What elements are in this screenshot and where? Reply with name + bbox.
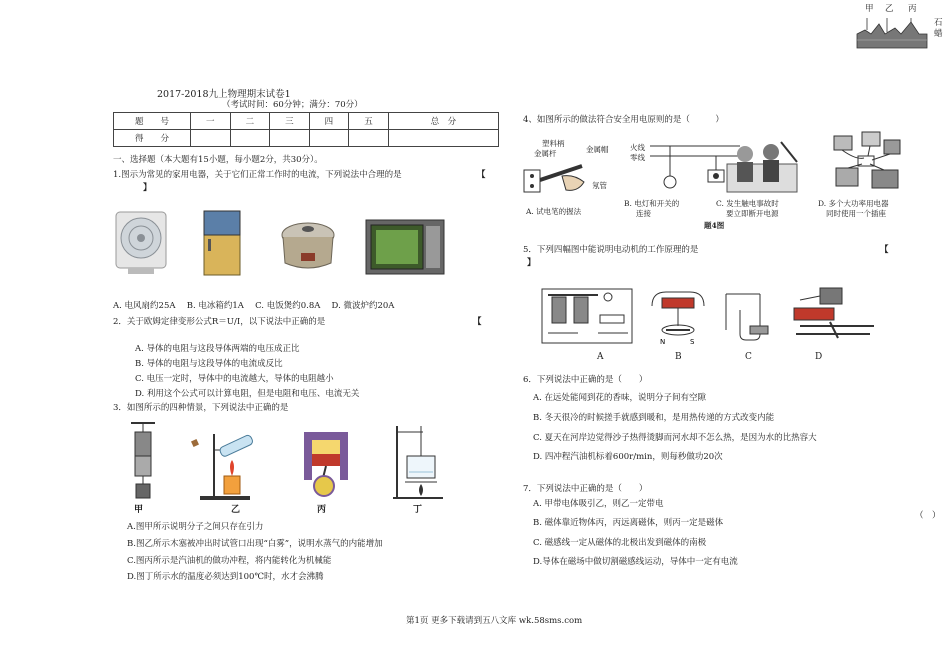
q1-options: A. 电风扇约25A B. 电冰箱约1A C. 电饭煲约0.8A D. 微波炉约20A xyxy=(113,301,395,311)
q4-label-live-wire: 火线 xyxy=(630,143,645,152)
score-cell: 一 xyxy=(191,113,231,130)
refrigerator-image xyxy=(202,209,242,277)
score-cell: 题 号 xyxy=(114,113,191,130)
section1-heading: 一、选择题（本大题有15小题，每小题2分，共30分）。 xyxy=(113,155,323,165)
q3-option: B.图乙所示木塞被冲出时试管口出现“白雾”，说明水蒸气的内能增加 xyxy=(127,539,383,549)
q6-option: C. 夏天在河岸边觉得沙子热得烫脚而河水却不怎么热，是因为水的比热容大 xyxy=(533,433,817,443)
score-cell: 四 xyxy=(309,113,349,130)
electric-fan-image xyxy=(114,210,169,276)
q6-text: 6．下列说法中正确的是（ ） xyxy=(523,375,648,385)
q1-bracket-open: 【 xyxy=(477,170,486,180)
q3-label-yi: 乙 xyxy=(231,505,241,515)
q4-label-neutral-wire: 零线 xyxy=(630,153,645,162)
wax-blocks-figure xyxy=(855,16,930,50)
q4-caption-b: 连接 xyxy=(636,209,651,218)
q5-label-b: B xyxy=(675,352,682,362)
q4-caption-a: A. 试电笔的握法 xyxy=(526,207,582,216)
q5-bracket-close: 】 xyxy=(527,258,536,268)
q2-option: D. 利用这个公式可以计算电阻，但是电阻和电压、电流无关 xyxy=(135,389,360,399)
q3-label-bing: 丙 xyxy=(317,505,327,515)
q7-option: D.导体在磁场中做切割磁感线运动，导体中一定有电流 xyxy=(533,557,738,567)
q5-label-d: D xyxy=(815,352,823,362)
q4-caption-c: C. 发生触电事故时 xyxy=(716,199,779,208)
score-cell: 二 xyxy=(230,113,270,130)
q7-option: B. 磁体靠近物体丙，丙远离磁体，则丙一定是磁体 xyxy=(533,518,724,528)
score-input-cell[interactable] xyxy=(191,130,231,147)
score-input-cell[interactable] xyxy=(270,130,310,147)
q7-option: A. 甲带电体吸引乙，则乙一定带电 xyxy=(533,499,664,509)
score-table xyxy=(113,112,499,147)
q2-option: A. 导体的电阻与这段导体两端的电压成正比 xyxy=(135,344,300,354)
q3-option: A.图甲所示说明分子之间只存在引力 xyxy=(127,522,264,532)
motor-rail-figure xyxy=(790,286,880,344)
q2-text: 2．关于欧姆定律变形公式R＝U/I，以下说法中正确的是 xyxy=(113,317,326,327)
q1-bracket-close: 】 xyxy=(143,183,152,193)
test-tube-stopper-figure xyxy=(190,428,258,504)
corner-label-bing: 丙 xyxy=(908,4,917,14)
electromagnetic-relay-figure xyxy=(538,285,638,347)
score-cell: 总 分 xyxy=(388,113,498,130)
q4-caption-d: 同时使用一个插座 xyxy=(826,209,886,218)
q7-answer-bracket: （ ） xyxy=(915,511,941,521)
q4-figure-label: 题4图 xyxy=(704,221,725,230)
score-input-cell[interactable] xyxy=(388,130,498,147)
q4-caption-c: 要立即断开电源 xyxy=(726,209,779,218)
q4-caption-d: D. 多个大功率用电器 xyxy=(818,199,889,208)
corner-label-jia: 甲 xyxy=(865,4,874,14)
q5-text: 5．下列四幅图中能说明电动机的工作原理的是 xyxy=(523,245,699,255)
q5-label-a: A xyxy=(597,352,604,362)
q4-label-plastic-handle: 塑料柄 xyxy=(542,139,565,148)
q6-option: A. 在远处能闻到花的香味，说明分子间有空隙 xyxy=(533,393,707,403)
score-input-cell[interactable] xyxy=(349,130,389,147)
score-cell: 三 xyxy=(270,113,310,130)
score-input-cell[interactable] xyxy=(309,130,349,147)
test-pen-figure xyxy=(522,156,602,206)
microwave-oven-image xyxy=(364,218,446,276)
q2-option: C. 电压一定时，导体中的电流越大，导体的电阻越小 xyxy=(135,374,334,384)
q7-option: C. 磁感线一定从磁体的北极出发到磁体的南极 xyxy=(533,538,707,548)
q7-text: 7．下列说法中正确的是（ ） xyxy=(523,484,648,494)
q4-label-metal-rod: 金属杆 xyxy=(534,149,557,158)
score-input-cell[interactable] xyxy=(230,130,270,147)
q4-label-neon-tube: 氖管 xyxy=(592,181,607,190)
lead-cylinders-figure xyxy=(128,420,158,500)
q4-text: 4、如图所示的做法符合安全用电原则的是（ ） xyxy=(523,115,724,125)
q3-option: C.图丙所示是汽油机的做功冲程，将内能转化为机械能 xyxy=(127,556,332,566)
svg-text:N: N xyxy=(660,338,666,346)
conductor-in-field-figure xyxy=(720,290,776,346)
score-cell: 五 xyxy=(349,113,389,130)
boiling-water-figure xyxy=(393,422,443,502)
q5-bracket-open: 【 xyxy=(880,245,889,255)
q3-text: 3．如图所示的四种情景，下列说法中正确的是 xyxy=(113,403,289,413)
q2-option: B. 导体的电阻与这段导体的电流成反比 xyxy=(135,359,283,369)
corner-figure xyxy=(855,4,950,50)
score-table-header-row xyxy=(114,113,499,130)
q6-option: B. 冬天很冷的时候搓手就感到暖和，是用热传递的方式改变内能 xyxy=(533,413,775,423)
electric-shock-scene-figure xyxy=(725,134,801,196)
q3-label-jia: 甲 xyxy=(134,505,144,515)
q4-caption-b: B. 电灯和开关的 xyxy=(624,199,680,208)
score-cell: 得 分 xyxy=(114,130,191,147)
page-title: 2017-2018九上物理期末试卷1 xyxy=(157,89,291,100)
q3-option: D.图丁所示水的温度必须达到100℃时，水才会沸腾 xyxy=(127,572,324,582)
q4-figure xyxy=(520,130,925,230)
q4-label-metal-cap: 金属帽 xyxy=(586,145,609,154)
engine-cylinder-figure xyxy=(298,430,354,500)
q1-text: 1.图示为常见的家用电器，关于它们正常工作时的电流，下列说法中合理的是 xyxy=(113,170,402,180)
page-footer: 第1页 更多下载请到五八文库 wk.58sms.com xyxy=(406,616,583,626)
page-subtitle: （考试时间：60分钟；满分：70分） xyxy=(222,100,363,110)
q5-label-c: C xyxy=(745,352,752,362)
svg-text:S: S xyxy=(690,338,695,346)
overloaded-socket-figure xyxy=(828,130,908,192)
rice-cooker-image xyxy=(279,217,337,273)
score-table-score-row xyxy=(114,130,499,147)
q3-label-ding: 丁 xyxy=(413,505,423,515)
q2-bracket: 【 xyxy=(473,317,482,327)
oersted-compass-figure xyxy=(646,290,710,346)
corner-label-wax: 石 蜡 xyxy=(934,18,943,39)
corner-label-yi: 乙 xyxy=(885,4,894,14)
q6-option: D. 四冲程汽油机标着600r/min，则每秒做功20次 xyxy=(533,452,723,462)
